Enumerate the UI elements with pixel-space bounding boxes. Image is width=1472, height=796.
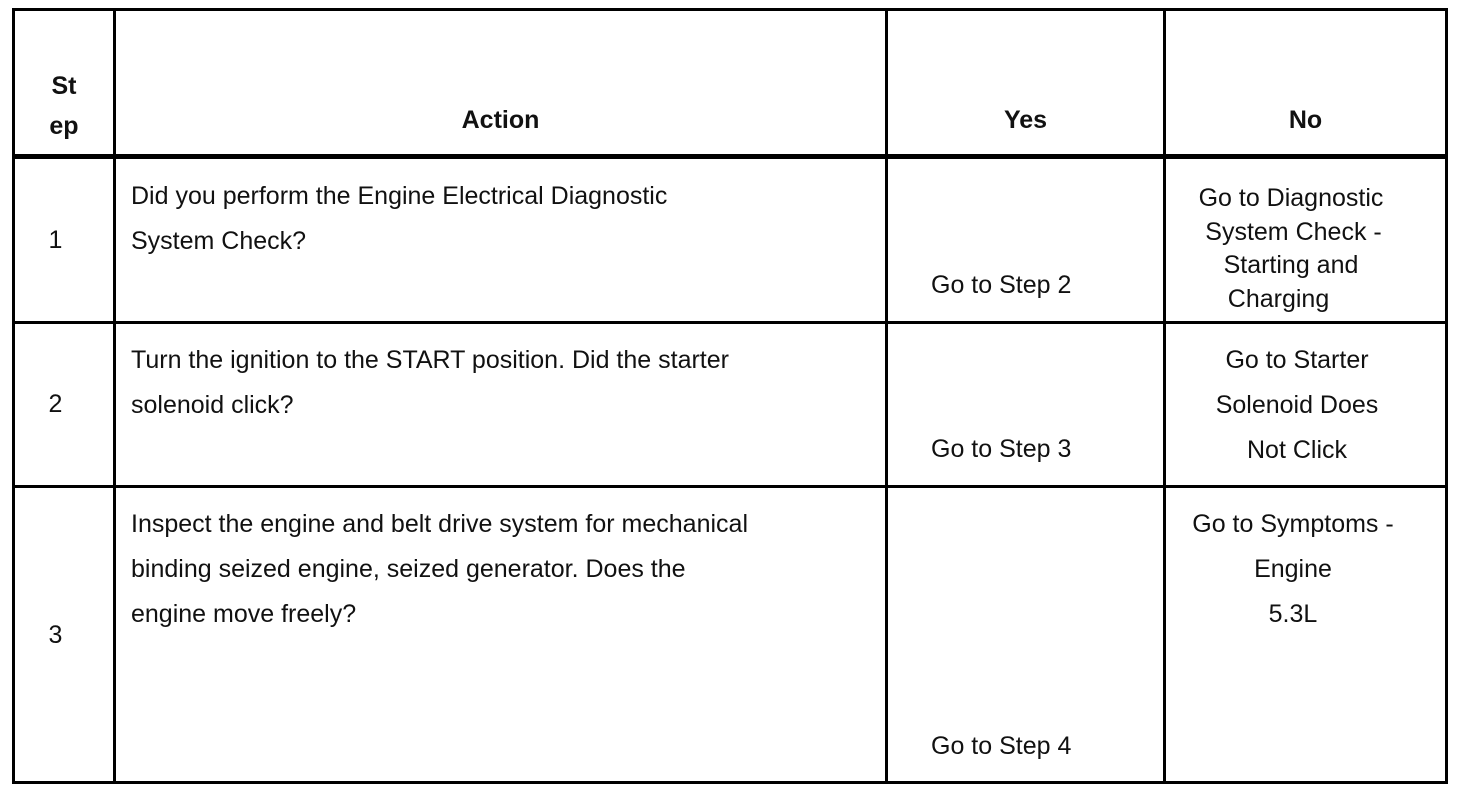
action-text — [131, 174, 871, 264]
header-no: No — [1288, 106, 1323, 134]
no-line: System Check - — [1205, 217, 1382, 246]
step-number: 2 — [48, 390, 63, 418]
no-line: Engine — [1254, 555, 1332, 583]
header-step-line2: ep — [49, 112, 79, 140]
table-border-top — [12, 8, 1448, 11]
yes-link[interactable]: Go to Step 3 — [931, 435, 1072, 463]
action-line: Inspect the engine and belt drive system for mechanical — [131, 510, 749, 538]
no-line: Go to Diagnostic — [1198, 184, 1384, 212]
header-step-line1: St — [51, 72, 77, 100]
step-number: 1 — [48, 226, 63, 254]
step-number: 3 — [48, 621, 63, 649]
no-line: Go to Symptoms - — [1192, 510, 1394, 538]
no-line: Charging — [1227, 284, 1330, 313]
no-line: Solenoid Does — [1215, 391, 1379, 419]
action-line: binding seized engine, seized generator. Does the — [131, 555, 686, 583]
yes-link[interactable]: Go to Step 4 — [931, 732, 1072, 760]
action-text — [131, 338, 871, 428]
no-line: Not Click — [1246, 436, 1347, 464]
header-action: Action — [461, 106, 540, 134]
header-yes: Yes — [1003, 106, 1048, 134]
no-line: 5.3L — [1268, 600, 1318, 628]
action-line: Turn the ignition to the START position. Did the starter — [131, 346, 729, 374]
no-link[interactable] — [1166, 502, 1420, 637]
no-line: Starting and — [1223, 251, 1359, 279]
action-line: System Check? — [131, 227, 307, 255]
action-text — [131, 502, 871, 637]
row-divider-2 — [12, 485, 1448, 488]
header-step — [15, 66, 113, 146]
row-divider-1 — [12, 321, 1448, 324]
yes-link[interactable]: Go to Step 2 — [931, 271, 1072, 299]
no-link[interactable] — [1166, 182, 1416, 316]
action-line: engine move freely? — [131, 600, 357, 628]
action-line: solenoid click? — [131, 391, 294, 419]
header-divider — [12, 154, 1448, 159]
no-line: Go to Starter — [1225, 346, 1369, 374]
no-link[interactable] — [1166, 338, 1428, 473]
table-border-bottom — [12, 781, 1448, 784]
table-border-right — [1445, 8, 1448, 784]
action-line: Did you perform the Engine Electrical Diagnostic — [131, 182, 668, 210]
